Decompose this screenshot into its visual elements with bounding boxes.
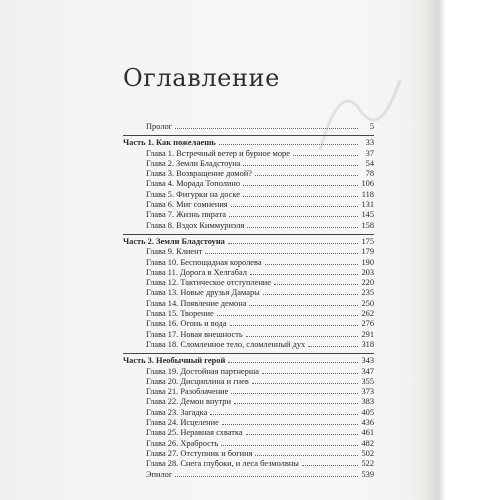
toc-chapter: [123, 159, 374, 169]
leader-dots: [243, 185, 358, 186]
part-title: Часть 3. Необычный герой: [123, 356, 226, 366]
part-block: [123, 138, 374, 231]
toc-chapter: [123, 340, 374, 350]
chapter-title: Глава 11. Дорога в Хелгабал: [146, 267, 247, 277]
chapter-title: Глава 24. Исцеление: [146, 418, 219, 428]
chapter-title: Глава 10. Беспощадная королева: [146, 257, 262, 267]
chapter-page: 158: [361, 220, 374, 230]
chapter-title: Глава 14. Появление демона: [146, 298, 247, 308]
leader-dots: [250, 274, 358, 275]
chapter-title: Глава 7. Жизнь пирата: [146, 210, 226, 220]
toc-chapter: [123, 288, 374, 298]
leader-dots: [252, 383, 358, 384]
toc-chapter: [123, 367, 374, 377]
chapter-page: 318: [361, 339, 374, 349]
chapter-title: Глава 19. Достойная партнерша: [146, 366, 260, 376]
chapter-page: 373: [361, 387, 374, 397]
chapter-title: Глава 5. Фигурки на доске: [146, 189, 240, 199]
entry-page: 5: [369, 122, 374, 131]
toc-chapter: [123, 268, 374, 278]
chapter-page: 291: [361, 329, 374, 339]
chapter-page: 522: [361, 459, 374, 469]
leader-dots: [230, 325, 358, 326]
chapter-title: Глава 13. Новые друзья Дамары: [146, 288, 260, 298]
toc-part: [123, 356, 374, 366]
chapter-page: 436: [361, 418, 374, 428]
chapter-page: 78: [365, 169, 374, 179]
toc-chapter: [123, 190, 374, 200]
toc-chapter: [123, 418, 374, 428]
leader-dots: [262, 373, 358, 374]
toc-chapter: [123, 149, 374, 159]
chapter-title: Глава 16. Огонь и вода: [146, 319, 227, 329]
chapter-page: 131: [361, 200, 374, 210]
part-title: Часть 1. Как пожелаешь: [123, 138, 216, 148]
toc-chapter: [123, 397, 374, 407]
chapter-page: 461: [361, 428, 374, 438]
part-page: 33: [365, 138, 374, 148]
part-block: [123, 356, 374, 469]
leader-dots: [249, 305, 358, 306]
chapter-page: 502: [361, 448, 374, 458]
part-page: 343: [361, 356, 374, 366]
leader-dots: [263, 294, 358, 295]
leader-dots: [274, 284, 358, 285]
chapter-title: Глава 3. Возвращение домой?: [146, 169, 252, 179]
leader-dots: [222, 424, 358, 425]
leader-dots: [231, 393, 358, 394]
toc-heading: Оглавление: [123, 64, 280, 92]
leader-dots: [293, 155, 358, 156]
chapter-title: Глава 26. Храбрость: [146, 438, 219, 448]
chapter-title: Глава 1. Встречный ветер и бурное море: [146, 148, 290, 158]
chapter-title: Глава 28. Снега глубоки, и леса безмолвны: [146, 459, 299, 469]
part-block: [123, 237, 374, 350]
leader-dots: [210, 414, 358, 415]
toc-chapter: [123, 377, 374, 387]
chapter-page: 235: [361, 288, 374, 298]
chapter-title: Глава 22. Демон внутри: [146, 397, 231, 407]
leader-dots: [255, 455, 358, 456]
part-title: Часть 2. Земли Бладстоуна: [123, 236, 225, 246]
leader-dots: [228, 362, 358, 363]
chapter-title: Глава 9. Клиент: [146, 247, 203, 257]
toc-chapter: [123, 221, 374, 231]
chapter-page: 37: [365, 148, 374, 158]
chapter-page: 355: [361, 376, 374, 386]
chapter-page: 106: [361, 179, 374, 189]
leader-dots: [243, 165, 358, 166]
toc-chapter: [123, 278, 374, 288]
toc-chapter: [123, 408, 374, 418]
chapter-page: 118: [361, 189, 374, 199]
table-of-contents: [123, 122, 374, 480]
chapter-title: Глава 4. Морада Тополино: [146, 179, 241, 189]
chapter-page: 190: [361, 257, 374, 267]
toc-prologue: [123, 122, 374, 132]
leader-dots: [228, 243, 358, 244]
toc-chapter: [123, 387, 374, 397]
toc-chapter: [123, 200, 374, 210]
chapter-page: 54: [365, 158, 374, 168]
chapter-title: Глава 17. Новая внешность: [146, 329, 243, 339]
chapter-page: 250: [361, 298, 374, 308]
chapter-page: 220: [361, 278, 374, 288]
leader-dots: [219, 144, 358, 145]
leader-dots: [265, 264, 358, 265]
chapter-title: Глава 2. Земли Бладстоуна: [146, 158, 241, 168]
leader-dots: [255, 175, 358, 176]
toc-part: [123, 237, 374, 247]
chapter-page: 347: [361, 366, 374, 376]
chapter-page: 383: [361, 397, 374, 407]
chapter-page: 262: [361, 309, 374, 319]
toc-chapter: [123, 247, 374, 257]
leader-dots: [231, 206, 358, 207]
leader-dots: [308, 346, 358, 347]
chapter-title: Глава 8. Вздох Киммуриэля: [146, 220, 245, 230]
part-divider: [123, 353, 374, 354]
entry-page: 539: [361, 469, 374, 479]
entry-title: Эпилог: [146, 469, 173, 479]
leader-dots: [246, 434, 358, 435]
chapter-page: 482: [361, 438, 374, 448]
chapter-title: Глава 15. Творение: [146, 309, 214, 319]
chapter-page: 203: [361, 267, 374, 277]
part-divider: [123, 234, 374, 235]
chapter-page: 405: [361, 407, 374, 417]
chapter-title: Глава 21. Разоблачение: [146, 387, 229, 397]
leader-dots: [243, 196, 358, 197]
toc-chapter: [123, 439, 374, 449]
toc-chapter: [123, 169, 374, 179]
entry-title: Пролог: [146, 122, 173, 131]
chapter-title: Глава 12. Тактическое отступление: [146, 278, 272, 288]
leader-dots: [229, 216, 358, 217]
chapter-title: Глава 27. Отступник и богиня: [146, 448, 253, 458]
leader-dots: [247, 227, 358, 228]
chapter-page: 276: [361, 319, 374, 329]
leader-dots: [234, 403, 358, 404]
chapter-title: Глава 20. Дисциплина и гнев: [146, 376, 249, 386]
chapter-page: 145: [361, 210, 374, 220]
chapter-title: Глава 23. Загадка: [146, 407, 208, 417]
leader-dots: [175, 476, 358, 477]
toc-chapter: [123, 428, 374, 438]
leader-dots: [217, 315, 358, 316]
chapter-title: Глава 6. Миг сомнения: [146, 200, 228, 210]
leader-dots: [302, 465, 358, 466]
leader-dots: [221, 445, 358, 446]
chapter-page: 179: [361, 247, 374, 257]
toc-chapter: [123, 459, 374, 469]
toc-chapter: [123, 449, 374, 459]
chapter-title: Глава 25. Неравная схватка: [146, 428, 243, 438]
toc-chapter: [123, 299, 374, 309]
toc-chapter: [123, 330, 374, 340]
toc-epilogue: [123, 470, 374, 480]
toc-chapter: [123, 210, 374, 220]
leader-dots: [205, 253, 358, 254]
toc-chapter: [123, 179, 374, 189]
toc-chapter: [123, 319, 374, 329]
part-divider: [123, 135, 374, 136]
toc-chapter: [123, 258, 374, 268]
part-page: 175: [361, 236, 374, 246]
chapter-title: Глава 18. Сломленное тело, сломленный дух: [146, 339, 306, 349]
toc-part: [123, 138, 374, 148]
leader-dots: [246, 336, 358, 337]
toc-chapter: [123, 309, 374, 319]
leader-dots: [175, 128, 358, 129]
